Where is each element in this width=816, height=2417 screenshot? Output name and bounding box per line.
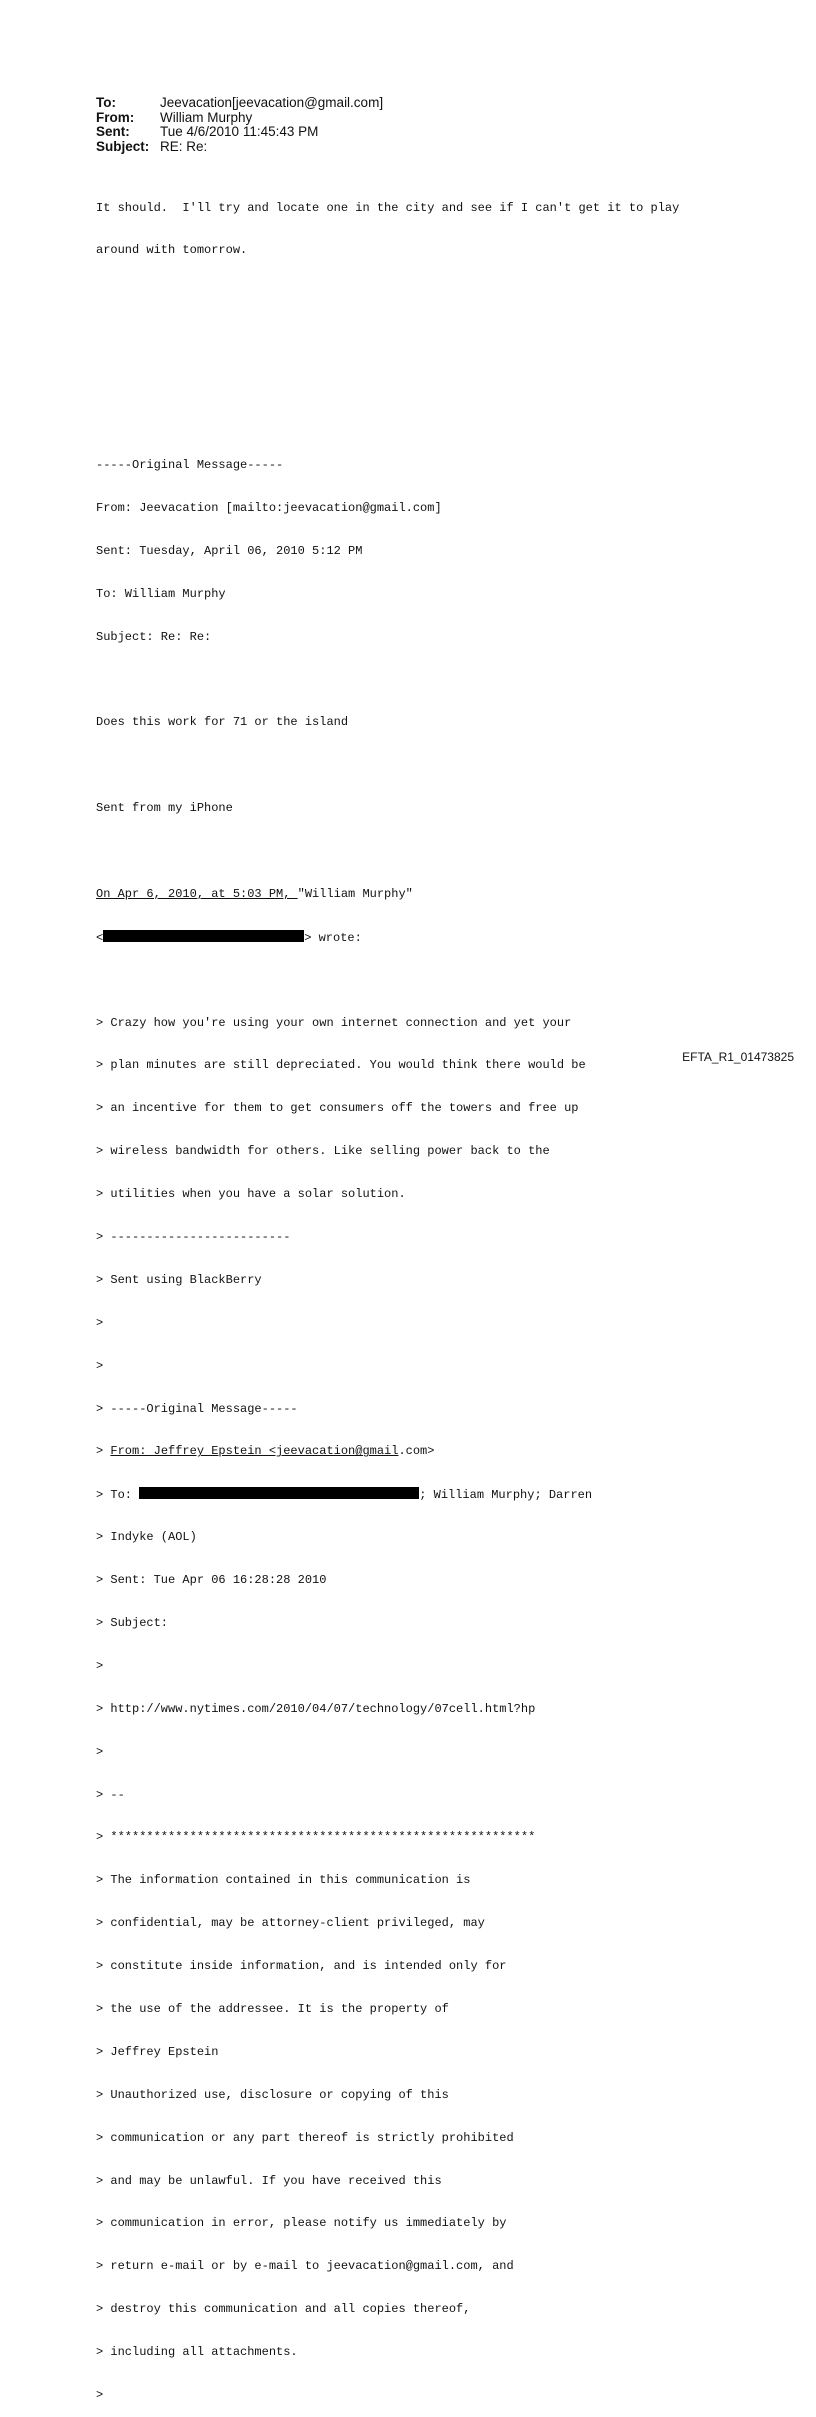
- quoted-to-line: To: William Murphy: [96, 586, 226, 601]
- quoted-to-label: > To:: [96, 1488, 140, 1503]
- quoted-url-line: > http://www.nytimes.com/2010/04/07/technology/07cell.html?hp: [96, 1701, 536, 1716]
- quoted-line: >: [96, 2388, 104, 2403]
- header-to-row: [96, 96, 383, 111]
- attribution-date: On Apr 6, 2010, at 5:03 PM,: [96, 886, 298, 901]
- sent-value: Tue 4/6/2010 11:45:43 PM: [160, 124, 319, 139]
- disclaimer-line: > confidential, may be attorney-client privileged, may: [96, 1916, 485, 1931]
- quoted-from-sender: From: Jeffrey Epstein <jeevacation@gmail: [110, 1444, 399, 1459]
- blank-line: [96, 415, 679, 429]
- sent-label: Sent:: [96, 124, 130, 139]
- quoted-line: > --: [96, 1787, 125, 1802]
- disclaimer-line: > destroy this communication and all copies thereof,: [96, 2302, 471, 2317]
- disclaimer-line: > including all attachments.: [96, 2345, 298, 2360]
- original-message-divider: -----Original Message-----: [96, 457, 284, 472]
- disclaimer-line: > Unauthorized use, disclosure or copying of this: [96, 2087, 449, 2102]
- quoted-line: >: [96, 1658, 104, 1673]
- quoted-subject-line: Subject: Re: Re:: [96, 629, 212, 644]
- email-header: [96, 96, 383, 154]
- quoted-line: > Sent using BlackBerry: [96, 1272, 262, 1287]
- quote-marker: >: [96, 1444, 111, 1459]
- signature-line: Sent from my iPhone: [96, 801, 233, 816]
- body-line: around with tomorrow.: [96, 243, 248, 258]
- quoted-line: > Indyke (AOL): [96, 1530, 197, 1545]
- email-body: [96, 172, 679, 2417]
- disclaimer-line: > communication or any part thereof is strictly prohibited: [96, 2130, 514, 2145]
- quoted-from-line-2: [96, 1444, 679, 1458]
- attribution-line: [96, 887, 679, 901]
- attribution-open-bracket: <: [96, 930, 104, 945]
- body-line: Does this work for 71 or the island: [96, 715, 349, 730]
- blank-line: [96, 372, 679, 386]
- subject-value: RE: Re:: [160, 138, 208, 154]
- blank-line: [96, 973, 679, 987]
- quoted-line: > -----Original Message-----: [96, 1401, 298, 1416]
- body-line: It should. I'll try and locate one in the city and see if I can't get it to play: [96, 200, 680, 215]
- quoted-line: > plan minutes are still depreciated. You would think there would be: [96, 1058, 586, 1073]
- quoted-from-tail: .com>: [398, 1444, 435, 1459]
- quoted-sent-line: Sent: Tuesday, April 06, 2010 5:12 PM: [96, 543, 363, 558]
- to-value: Jeevacation[jeevacation@gmail.com]: [160, 95, 384, 110]
- disclaimer-line: > Jeffrey Epstein: [96, 2044, 219, 2059]
- from-label: From:: [96, 109, 135, 125]
- document-id: EFTA_R1_01473825: [682, 1050, 794, 1064]
- blank-line: [96, 844, 679, 858]
- header-sent-row: [96, 125, 383, 140]
- disclaimer-line: > the use of the addressee. It is the property of: [96, 2002, 449, 2016]
- quoted-line: >: [96, 1744, 104, 1759]
- quoted-line: > -------------------------: [96, 1229, 291, 1244]
- quoted-from-line: From: Jeevacation [mailto:jeevacation@gmail.com]: [96, 500, 442, 515]
- disclaimer-line: > communication in error, please notify us immediately by: [96, 2216, 507, 2231]
- blank-line: [96, 758, 679, 772]
- disclaimer-line: > constitute inside information, and is intended only for: [96, 1959, 507, 1974]
- attribution-wrote: > wrote:: [304, 930, 362, 945]
- redaction-block: [103, 930, 304, 942]
- attribution-line-2: [96, 930, 679, 944]
- to-label: To:: [96, 95, 116, 110]
- quoted-line: > Subject:: [96, 1615, 169, 1630]
- quoted-line: > ***********************************************************: [96, 1830, 536, 1845]
- disclaimer-line: > and may be unlawful. If you have received this: [96, 2173, 442, 2188]
- quoted-line: >: [96, 1315, 104, 1330]
- attribution-sender: "William Murphy": [297, 886, 413, 901]
- blank-line: [96, 672, 679, 686]
- header-subject-row: [96, 140, 383, 155]
- blank-line: [96, 286, 679, 300]
- quoted-to-line-2: [96, 1487, 679, 1501]
- quoted-line: > wireless bandwidth for others. Like selling power back to the: [96, 1144, 550, 1159]
- quoted-line: > Sent: Tue Apr 06 16:28:28 2010: [96, 1573, 327, 1588]
- quoted-to-recipients: ; William Murphy; Darren: [419, 1488, 593, 1503]
- quoted-line: > Crazy how you're using your own internet connection and yet your: [96, 1015, 572, 1030]
- blank-line: [96, 329, 679, 343]
- disclaimer-line: > The information contained in this communication is: [96, 1873, 471, 1888]
- redaction-block: [139, 1487, 419, 1499]
- quoted-line: >: [96, 1358, 104, 1373]
- disclaimer-line: > return e-mail or by e-mail to jeevacation@gmail.com, and: [96, 2259, 514, 2274]
- quoted-line: > an incentive for them to get consumers off the towers and free up: [96, 1101, 579, 1116]
- subject-label: Subject:: [96, 138, 150, 154]
- quoted-line: > utilities when you have a solar solution.: [96, 1187, 406, 1202]
- from-value: William Murphy: [160, 109, 253, 125]
- header-from-row: [96, 111, 383, 126]
